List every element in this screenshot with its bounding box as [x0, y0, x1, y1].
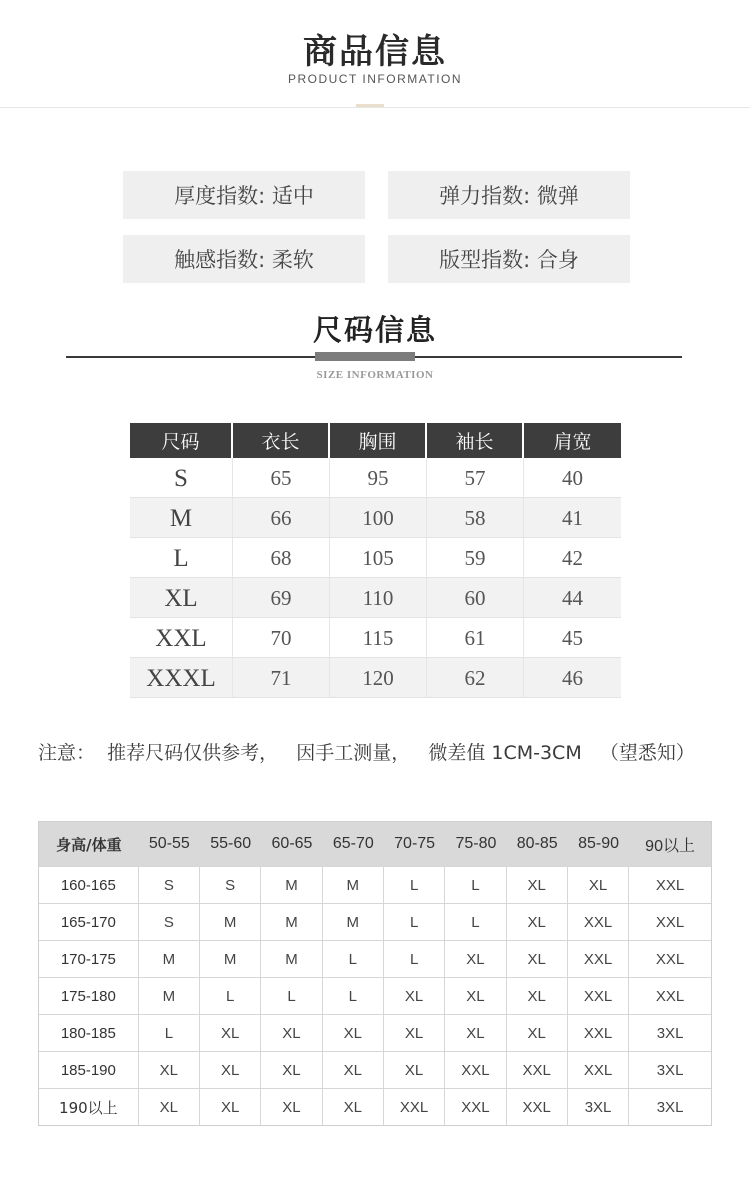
recommended-size-cell: XL: [384, 1052, 445, 1088]
thickness-index: 厚度指数: 适中: [123, 171, 365, 219]
recommended-size-cell: M: [323, 867, 384, 903]
recommended-size-cell: XXL: [568, 904, 629, 940]
recommended-size-cell: XXL: [655, 987, 685, 1005]
size-info-divider-accent: [315, 352, 415, 361]
size-table-header-cell: 胸围: [330, 423, 427, 458]
recommended-size-cell: 3XL: [568, 1089, 629, 1125]
recommended-size-cell: XL: [323, 1089, 384, 1125]
recommended-size-cell: L: [384, 867, 445, 903]
recommended-size-cell: XXL: [655, 913, 685, 931]
recommended-size-cell: 3XL: [656, 1024, 684, 1042]
recommended-size-cell: XL: [261, 1015, 322, 1051]
size-table-header-cell: 肩宽: [553, 431, 592, 453]
chest-cell: 115: [330, 618, 427, 657]
recommendation-table-row: [39, 977, 711, 1014]
recommended-size-cell: L: [323, 978, 384, 1014]
recommendation-table-row: [39, 866, 711, 903]
size-cell: M: [130, 498, 233, 537]
recommended-size-cell: L: [139, 1015, 200, 1051]
recommended-size-cell: XL: [323, 1015, 384, 1051]
shoulder-cell: 42: [562, 546, 583, 570]
recommended-size-cell: XL: [507, 941, 568, 977]
size-table-row: [130, 458, 621, 498]
recommended-size-cell: 3XL: [656, 1098, 684, 1116]
size-table-row: [130, 498, 621, 538]
size-table-header: [130, 423, 621, 458]
recommended-size-cell: M: [139, 978, 200, 1014]
recommended-size-cell: M: [323, 904, 384, 940]
size-table-row: [130, 538, 621, 578]
recommended-size-cell: XL: [139, 1089, 200, 1125]
height-range-cell: 190以上: [39, 1089, 139, 1125]
size-table-row: [130, 578, 621, 618]
recommended-size-cell: XL: [384, 1015, 445, 1051]
height-range-cell: 160-165: [39, 867, 139, 903]
recommendation-table-row: [39, 903, 711, 940]
recommendation-table-row: [39, 1051, 711, 1088]
size-recommendation-table: [38, 821, 712, 1126]
chest-cell: 110: [330, 578, 427, 617]
size-table-header-cell: 尺码: [130, 423, 233, 458]
length-cell: 69: [233, 578, 330, 617]
shoulder-cell: 45: [562, 626, 583, 650]
recommended-size-cell: XXL: [445, 1089, 506, 1125]
chest-cell: 105: [330, 538, 427, 577]
shoulder-cell: 40: [562, 466, 583, 490]
recommended-size-cell: XXL: [568, 1052, 629, 1088]
recommended-size-cell: XL: [200, 1015, 261, 1051]
recommended-size-cell: XL: [568, 867, 629, 903]
shoulder-cell: 46: [562, 666, 583, 690]
recommended-size-cell: XXL: [507, 1089, 568, 1125]
recommended-size-cell: 3XL: [656, 1061, 684, 1079]
recommendation-table-header: [39, 822, 711, 866]
chest-cell: 95: [330, 458, 427, 497]
recommended-size-cell: XL: [507, 978, 568, 1014]
recommended-size-cell: M: [139, 941, 200, 977]
recommended-size-cell: XL: [200, 1052, 261, 1088]
recommended-size-cell: XXL: [507, 1052, 568, 1088]
recommendation-header-cell: 85-90: [578, 835, 619, 852]
recommended-size-cell: XL: [384, 978, 445, 1014]
length-cell: 71: [233, 658, 330, 697]
recommended-size-cell: XXL: [568, 941, 629, 977]
recommended-size-cell: XL: [323, 1052, 384, 1088]
recommended-size-cell: S: [139, 904, 200, 940]
recommended-size-cell: S: [200, 867, 261, 903]
length-cell: 70: [233, 618, 330, 657]
height-range-cell: 175-180: [39, 978, 139, 1014]
chest-cell: 120: [330, 658, 427, 697]
size-table-header-cell: 衣长: [233, 423, 330, 458]
recommended-size-cell: XL: [445, 978, 506, 1014]
recommended-size-cell: XXL: [568, 978, 629, 1014]
recommended-size-cell: XL: [261, 1052, 322, 1088]
product-info-subtitle: PRODUCT INFORMATION: [287, 72, 463, 86]
length-cell: 68: [233, 538, 330, 577]
chest-cell: 100: [330, 498, 427, 537]
sleeve-cell: 60: [427, 578, 524, 617]
recommended-size-cell: L: [384, 941, 445, 977]
size-cell: L: [130, 538, 233, 577]
size-info-title: 尺码信息: [312, 313, 437, 347]
size-info-subtitle: SIZE INFORMATION: [316, 369, 434, 381]
recommendation-header-cell: 70-75: [394, 835, 436, 852]
elasticity-index: 弹力指数: 微弹: [388, 171, 630, 219]
recommendation-header-cell: 身高/体重: [56, 835, 122, 854]
height-range-cell: 165-170: [39, 904, 139, 940]
length-cell: 65: [233, 458, 330, 497]
size-table-row: [130, 658, 621, 698]
size-cell: S: [130, 458, 233, 497]
sleeve-cell: 57: [427, 458, 524, 497]
recommendation-table-row: [39, 1088, 711, 1125]
recommended-size-cell: XXL: [655, 950, 685, 968]
recommended-size-cell: XL: [261, 1089, 322, 1125]
height-range-cell: 180-185: [39, 1015, 139, 1051]
recommended-size-cell: XL: [507, 904, 568, 940]
recommendation-table-row: [39, 940, 711, 977]
recommended-size-cell: XL: [445, 1015, 506, 1051]
recommended-size-cell: M: [200, 904, 261, 940]
recommended-size-cell: M: [261, 904, 322, 940]
recommended-size-cell: XL: [507, 1015, 568, 1051]
measurement-note: 注意： 推荐尺码仅供参考， 因手工测量， 微差值 1CM-3CM （望悉知）: [38, 742, 695, 764]
recommended-size-cell: XL: [200, 1089, 261, 1125]
recommendation-header-cell: 65-70: [332, 835, 374, 852]
recommended-size-cell: XXL: [568, 1015, 629, 1051]
recommended-size-cell: L: [323, 941, 384, 977]
recommended-size-cell: XXL: [655, 876, 685, 894]
product-info-header: [0, 0, 750, 108]
size-cell: XL: [130, 578, 233, 617]
recommended-size-cell: M: [261, 867, 322, 903]
recommended-size-cell: L: [445, 867, 506, 903]
recommendation-header-cell: 60-65: [271, 835, 313, 852]
recommendation-header-cell: 75-80: [455, 835, 497, 852]
product-info-title: 商品信息: [303, 32, 447, 72]
sleeve-cell: 61: [427, 618, 524, 657]
sleeve-cell: 62: [427, 658, 524, 697]
size-table-row: [130, 618, 621, 658]
recommendation-table-body: [39, 866, 711, 1125]
recommended-size-cell: XXL: [384, 1089, 445, 1125]
recommendation-table-row: [39, 1014, 711, 1051]
recommendation-header-cell: 80-85: [516, 835, 558, 852]
recommendation-header-cell: 50-55: [148, 835, 190, 852]
recommended-size-cell: S: [139, 867, 200, 903]
size-table: [130, 423, 621, 698]
sleeve-cell: 58: [427, 498, 524, 537]
header-accent-tick: [356, 104, 384, 107]
height-range-cell: 185-190: [39, 1052, 139, 1088]
touch-index: 触感指数: 柔软: [123, 235, 365, 283]
recommended-size-cell: XXL: [445, 1052, 506, 1088]
recommended-size-cell: M: [261, 941, 322, 977]
recommended-size-cell: L: [384, 904, 445, 940]
shoulder-cell: 41: [562, 506, 583, 530]
recommendation-header-cell: 55-60: [210, 835, 252, 852]
sleeve-cell: 59: [427, 538, 524, 577]
recommendation-header-cell: 90以上: [645, 837, 695, 855]
size-cell: XXL: [130, 618, 233, 657]
recommended-size-cell: XL: [139, 1052, 200, 1088]
recommended-size-cell: L: [445, 904, 506, 940]
fit-index: 版型指数: 合身: [388, 235, 630, 283]
recommended-size-cell: XL: [445, 941, 506, 977]
recommended-size-cell: M: [200, 941, 261, 977]
height-range-cell: 170-175: [39, 941, 139, 977]
length-cell: 66: [233, 498, 330, 537]
size-table-header-cell: 袖长: [427, 423, 524, 458]
recommended-size-cell: L: [200, 978, 261, 1014]
size-cell: XXXL: [130, 658, 233, 697]
recommended-size-cell: XL: [507, 867, 568, 903]
recommended-size-cell: L: [261, 978, 322, 1014]
shoulder-cell: 44: [562, 586, 583, 610]
